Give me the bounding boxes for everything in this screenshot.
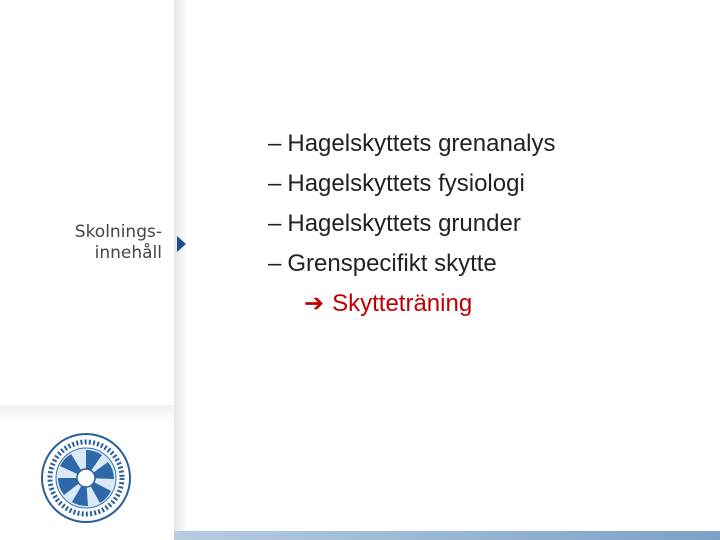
association-emblem-icon xyxy=(40,432,132,524)
section-label xyxy=(12,222,162,264)
list-item xyxy=(268,204,698,244)
panel-divider xyxy=(0,405,174,423)
arrow-right-icon: ➔ xyxy=(304,290,325,317)
list-item xyxy=(268,164,698,204)
list-item xyxy=(268,244,698,284)
section-label-line2: innehåll xyxy=(94,243,162,263)
triangle-right-icon xyxy=(177,236,186,252)
panel-shadow xyxy=(174,0,188,540)
bottom-bar xyxy=(174,531,720,540)
dash-glyph: – xyxy=(268,250,282,277)
list-item xyxy=(268,124,698,164)
dash-glyph: – xyxy=(268,130,282,157)
bullet-text: Hagelskyttets fysiologi xyxy=(287,170,525,197)
bullet-text: Hagelskyttets grenanalys xyxy=(287,130,556,157)
dash-glyph: – xyxy=(268,210,282,237)
sub-bullet-text: Skytteträning xyxy=(332,290,473,317)
section-label-line1: Skolnings- xyxy=(74,222,162,242)
bullet-text: Grenspecifikt skytte xyxy=(287,250,497,277)
dash-glyph: – xyxy=(268,170,282,197)
sub-list-item xyxy=(268,284,698,324)
bullet-list xyxy=(268,124,698,324)
bullet-text: Hagelskyttets grunder xyxy=(287,210,521,237)
